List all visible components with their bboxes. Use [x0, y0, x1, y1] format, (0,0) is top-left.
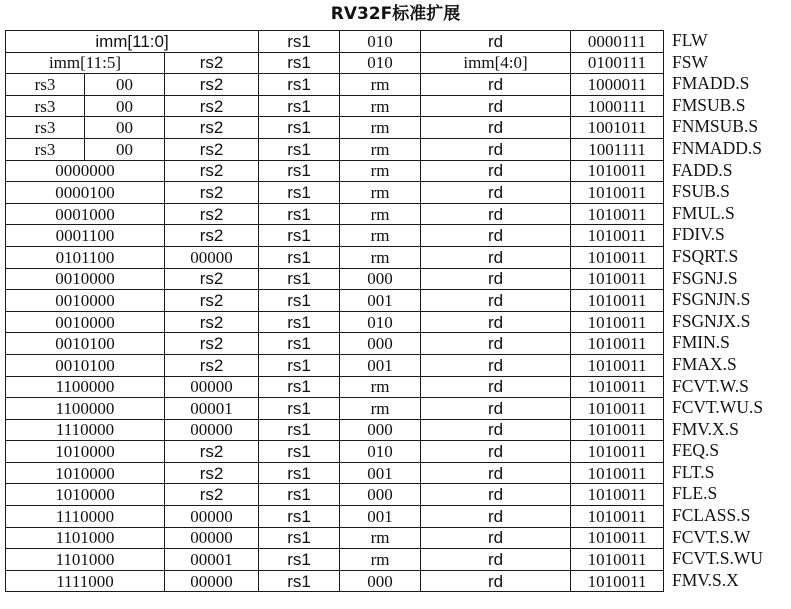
encoding-field-cell: 00001 [165, 398, 259, 420]
encoding-field-cell: rs1 [259, 225, 340, 247]
encoding-field-cell: rs2 [165, 354, 259, 376]
encoding-field-cell: 0001000 [6, 203, 165, 225]
encoding-field-cell: rd [421, 311, 571, 333]
encoding-field-cell: rs1 [259, 333, 340, 355]
encoding-field-cell: 1010011 [571, 246, 664, 268]
table-row [6, 268, 664, 290]
encoding-field-cell: 1001111 [571, 138, 664, 160]
encoding-field-cell: rs1 [259, 311, 340, 333]
encoding-field-cell: rd [421, 95, 571, 117]
encoding-field-cell: 1101000 [6, 549, 165, 571]
encoding-field-cell: rs1 [259, 398, 340, 420]
instruction-name: FCVT.S.WU [672, 548, 764, 569]
table-row [6, 354, 664, 376]
encoding-field-cell: 0100111 [571, 52, 664, 74]
encoding-field-cell: 1010011 [571, 290, 664, 312]
encoding-field-cell: 001 [340, 506, 421, 528]
encoding-field-cell: rd [421, 527, 571, 549]
encoding-field-cell: rs1 [259, 549, 340, 571]
encoding-table-body [6, 31, 664, 592]
encoding-field-cell: rd [421, 398, 571, 420]
encoding-field-cell: rd [421, 31, 571, 53]
encoding-field-cell: rd [421, 182, 571, 204]
encoding-field-cell: 00000 [165, 506, 259, 528]
encoding-field-cell: 1010011 [571, 268, 664, 290]
encoding-field-cell: rs1 [259, 419, 340, 441]
encoding-field-cell: rs1 [259, 31, 340, 53]
encoding-field-cell: 1010011 [571, 484, 664, 506]
encoding-field-cell: rd [421, 117, 571, 139]
encoding-field-cell: rm [340, 203, 421, 225]
encoding-field-cell: 0010000 [6, 290, 165, 312]
instruction-name: FCLASS.S [672, 505, 751, 526]
table-row [6, 160, 664, 182]
encoding-field-cell: rs1 [259, 138, 340, 160]
table-row [6, 182, 664, 204]
encoding-field-cell: 000 [340, 268, 421, 290]
instruction-name: FCVT.W.S [672, 375, 749, 396]
encoding-field-cell: 1100000 [6, 376, 165, 398]
encoding-field-cell: rs2 [165, 268, 259, 290]
encoding-field-cell: 00000 [165, 570, 259, 592]
encoding-field-cell: 1010000 [6, 462, 165, 484]
instruction-name: FCVT.WU.S [672, 397, 764, 418]
encoding-field-cell: rd [421, 225, 571, 247]
encoding-field-cell: rs1 [259, 52, 340, 74]
instruction-name: FNMADD.S [672, 137, 762, 158]
instruction-name: FMSUB.S [672, 94, 746, 115]
encoding-field-cell: rd [421, 246, 571, 268]
encoding-field-cell: 1010011 [571, 225, 664, 247]
encoding-field-cell: 00 [85, 117, 165, 139]
encoding-field-cell: 1010011 [571, 311, 664, 333]
encoding-field-cell: rm [340, 117, 421, 139]
table-row [6, 203, 664, 225]
encoding-field-cell: rs2 [165, 441, 259, 463]
table-row [6, 376, 664, 398]
table-row [6, 225, 664, 247]
encoding-field-cell: rs2 [165, 311, 259, 333]
encoding-field-cell: rd [421, 462, 571, 484]
encoding-field-cell: 0000000 [6, 160, 165, 182]
encoding-field-cell: rs2 [165, 74, 259, 96]
encoding-field-cell: rd [421, 74, 571, 96]
table-row [6, 246, 664, 268]
encoding-field-cell: 1010011 [571, 506, 664, 528]
encoding-field-cell: imm[11:5] [6, 52, 165, 74]
table-row [6, 441, 664, 463]
encoding-field-cell: 1010000 [6, 484, 165, 506]
encoding-field-cell: rs2 [165, 290, 259, 312]
encoding-field-cell: rs1 [259, 484, 340, 506]
table-row [6, 52, 664, 74]
encoding-field-cell: rd [421, 549, 571, 571]
encoding-field-cell: rs1 [259, 74, 340, 96]
encoding-field-cell: rs1 [259, 462, 340, 484]
encoding-field-cell: 1000011 [571, 74, 664, 96]
encoding-field-cell: 00 [85, 95, 165, 117]
instruction-name: FDIV.S [672, 224, 725, 245]
encoding-field-cell: rs2 [165, 138, 259, 160]
encoding-field-cell: 000 [340, 484, 421, 506]
instruction-name: FMAX.S [672, 353, 737, 374]
instruction-name: FLW [672, 30, 708, 50]
instruction-name: FMIN.S [672, 332, 730, 353]
encoding-field-cell: 1010011 [571, 182, 664, 204]
instruction-name: FLE.S [672, 483, 718, 504]
encoding-field-cell: 1110000 [6, 419, 165, 441]
instruction-name: FSGNJX.S [672, 310, 751, 331]
table-row [6, 570, 664, 592]
encoding-field-cell: rs1 [259, 506, 340, 528]
page-title: RV32F标准扩展 [330, 4, 461, 24]
encoding-field-cell: 1111000 [6, 570, 165, 592]
instruction-name: FMADD.S [672, 73, 750, 94]
encoding-field-cell: rd [421, 506, 571, 528]
encoding-field-cell: 1010011 [571, 376, 664, 398]
encoding-field-cell: 0010100 [6, 333, 165, 355]
encoding-field-cell: rm [340, 398, 421, 420]
encoding-field-cell: rs3 [6, 95, 85, 117]
instruction-name: FSW [672, 51, 708, 72]
encoding-field-cell: 00000 [165, 419, 259, 441]
encoding-field-cell: rs2 [165, 203, 259, 225]
encoding-field-cell: 1010011 [571, 354, 664, 376]
encoding-field-cell: 010 [340, 441, 421, 463]
encoding-field-cell: rd [421, 484, 571, 506]
encoding-field-cell: 0001100 [6, 225, 165, 247]
encoding-field-cell: rm [340, 527, 421, 549]
encoding-field-cell: 1010011 [571, 333, 664, 355]
encoding-field-cell: rd [421, 419, 571, 441]
encoding-field-cell: rm [340, 138, 421, 160]
encoding-field-cell: 00 [85, 138, 165, 160]
encoding-field-cell: rd [421, 376, 571, 398]
encoding-field-cell: rs3 [6, 117, 85, 139]
encoding-field-cell: 010 [340, 31, 421, 53]
encoding-field-cell: 1010000 [6, 441, 165, 463]
encoding-field-cell: rs2 [165, 182, 259, 204]
encoding-field-cell: rm [340, 549, 421, 571]
encoding-field-cell: 0010000 [6, 311, 165, 333]
encoding-field-cell: rd [421, 441, 571, 463]
instruction-name: FADD.S [672, 159, 733, 180]
encoding-field-cell: 00000 [165, 527, 259, 549]
instruction-name: FSGNJN.S [672, 289, 751, 310]
encoding-field-cell: 000 [340, 570, 421, 592]
encoding-field-cell: rs1 [259, 570, 340, 592]
encoding-field-cell: 1110000 [6, 506, 165, 528]
encoding-field-cell: 1000111 [571, 95, 664, 117]
table-row [6, 506, 664, 528]
encoding-field-cell: 0010000 [6, 268, 165, 290]
encoding-field-cell: rm [340, 182, 421, 204]
encoding-field-cell: 0000111 [571, 31, 664, 53]
table-row [6, 484, 664, 506]
encoding-field-cell: rs1 [259, 441, 340, 463]
encoding-field-cell: 001 [340, 290, 421, 312]
encoding-field-cell: 1010011 [571, 398, 664, 420]
encoding-field-cell: rs2 [165, 225, 259, 247]
encoding-field-cell: rs2 [165, 484, 259, 506]
encoding-field-cell: rs1 [259, 268, 340, 290]
instruction-name: FNMSUB.S [672, 116, 759, 137]
encoding-field-cell: imm[11:0] [6, 31, 259, 53]
encoding-field-cell: rd [421, 570, 571, 592]
encoding-field-cell: 1010011 [571, 203, 664, 225]
instruction-name: FEQ.S [672, 440, 720, 461]
encoding-field-cell: rd [421, 268, 571, 290]
encoding-field-cell: 1101000 [6, 527, 165, 549]
instruction-name: FSUB.S [672, 181, 730, 202]
encoding-field-cell: 1010011 [571, 527, 664, 549]
encoding-field-cell: 010 [340, 52, 421, 74]
encoding-field-cell: rs1 [259, 246, 340, 268]
encoding-field-cell: rm [340, 225, 421, 247]
encoding-field-cell: rs3 [6, 74, 85, 96]
table-row [6, 74, 664, 96]
encoding-field-cell: rs1 [259, 354, 340, 376]
table-row [6, 31, 664, 53]
encoding-field-cell: 001 [340, 462, 421, 484]
instruction-name: FSGNJ.S [672, 267, 738, 288]
instruction-name: FMV.S.X [672, 569, 739, 590]
encoding-field-cell: rd [421, 160, 571, 182]
encoding-field-cell: rs2 [165, 462, 259, 484]
table-row [6, 549, 664, 571]
encoding-field-cell: 000 [340, 419, 421, 441]
encoding-field-cell: rm [340, 160, 421, 182]
encoding-field-cell: rs3 [6, 138, 85, 160]
encoding-field-cell: rs1 [259, 160, 340, 182]
encoding-field-cell: rm [340, 376, 421, 398]
encoding-field-cell: 1010011 [571, 441, 664, 463]
table-row [6, 333, 664, 355]
encoding-field-cell: rm [340, 246, 421, 268]
encoding-field-cell: 010 [340, 311, 421, 333]
instruction-name: FMV.X.S [672, 418, 739, 439]
encoding-field-cell: rd [421, 354, 571, 376]
encoding-field-cell: rs2 [165, 95, 259, 117]
encoding-field-cell: 0010100 [6, 354, 165, 376]
encoding-field-cell: rd [421, 290, 571, 312]
table-row [6, 527, 664, 549]
encoding-field-cell: rs2 [165, 333, 259, 355]
encoding-field-cell: rm [340, 74, 421, 96]
encoding-field-cell: 00000 [165, 246, 259, 268]
encoding-field-cell: 1100000 [6, 398, 165, 420]
table-row [6, 398, 664, 420]
encoding-field-cell: 001 [340, 354, 421, 376]
encoding-field-cell: rs2 [165, 117, 259, 139]
encoding-field-cell: 00001 [165, 549, 259, 571]
encoding-field-cell: 1001011 [571, 117, 664, 139]
encoding-field-cell: 1010011 [571, 419, 664, 441]
encoding-field-cell: rs1 [259, 95, 340, 117]
encoding-field-cell: 1010011 [571, 570, 664, 592]
encoding-field-cell: rm [340, 95, 421, 117]
table-row [6, 311, 664, 333]
encoding-table [5, 30, 664, 592]
encoding-field-cell: rs1 [259, 376, 340, 398]
encoding-field-cell: 1010011 [571, 549, 664, 571]
encoding-field-cell: 0000100 [6, 182, 165, 204]
encoding-field-cell: 0101100 [6, 246, 165, 268]
encoding-field-cell: 00 [85, 74, 165, 96]
encoding-field-cell: rs1 [259, 182, 340, 204]
encoding-field-cell: 000 [340, 333, 421, 355]
instruction-name: FLT.S [672, 461, 715, 482]
instruction-name-list [672, 30, 791, 591]
instruction-name: FMUL.S [672, 202, 735, 223]
table-row [6, 117, 664, 139]
encoding-field-cell: rs1 [259, 203, 340, 225]
encoding-field-cell: rs1 [259, 117, 340, 139]
table-row [6, 138, 664, 160]
encoding-field-cell: rs1 [259, 290, 340, 312]
encoding-field-cell: 00000 [165, 376, 259, 398]
encoding-field-cell: rs2 [165, 160, 259, 182]
encoding-field-cell: 1010011 [571, 462, 664, 484]
table-row [6, 462, 664, 484]
table-row [6, 290, 664, 312]
encoding-field-cell: rs2 [165, 52, 259, 74]
encoding-field-cell: rd [421, 333, 571, 355]
encoding-field-cell: rd [421, 138, 571, 160]
instruction-name: FSQRT.S [672, 245, 739, 266]
encoding-field-cell: imm[4:0] [421, 52, 571, 74]
table-row [6, 419, 664, 441]
encoding-field-cell: rd [421, 203, 571, 225]
encoding-field-cell: 1010011 [571, 160, 664, 182]
table-row [6, 95, 664, 117]
encoding-field-cell: rs1 [259, 527, 340, 549]
instruction-name: FCVT.S.W [672, 526, 751, 547]
